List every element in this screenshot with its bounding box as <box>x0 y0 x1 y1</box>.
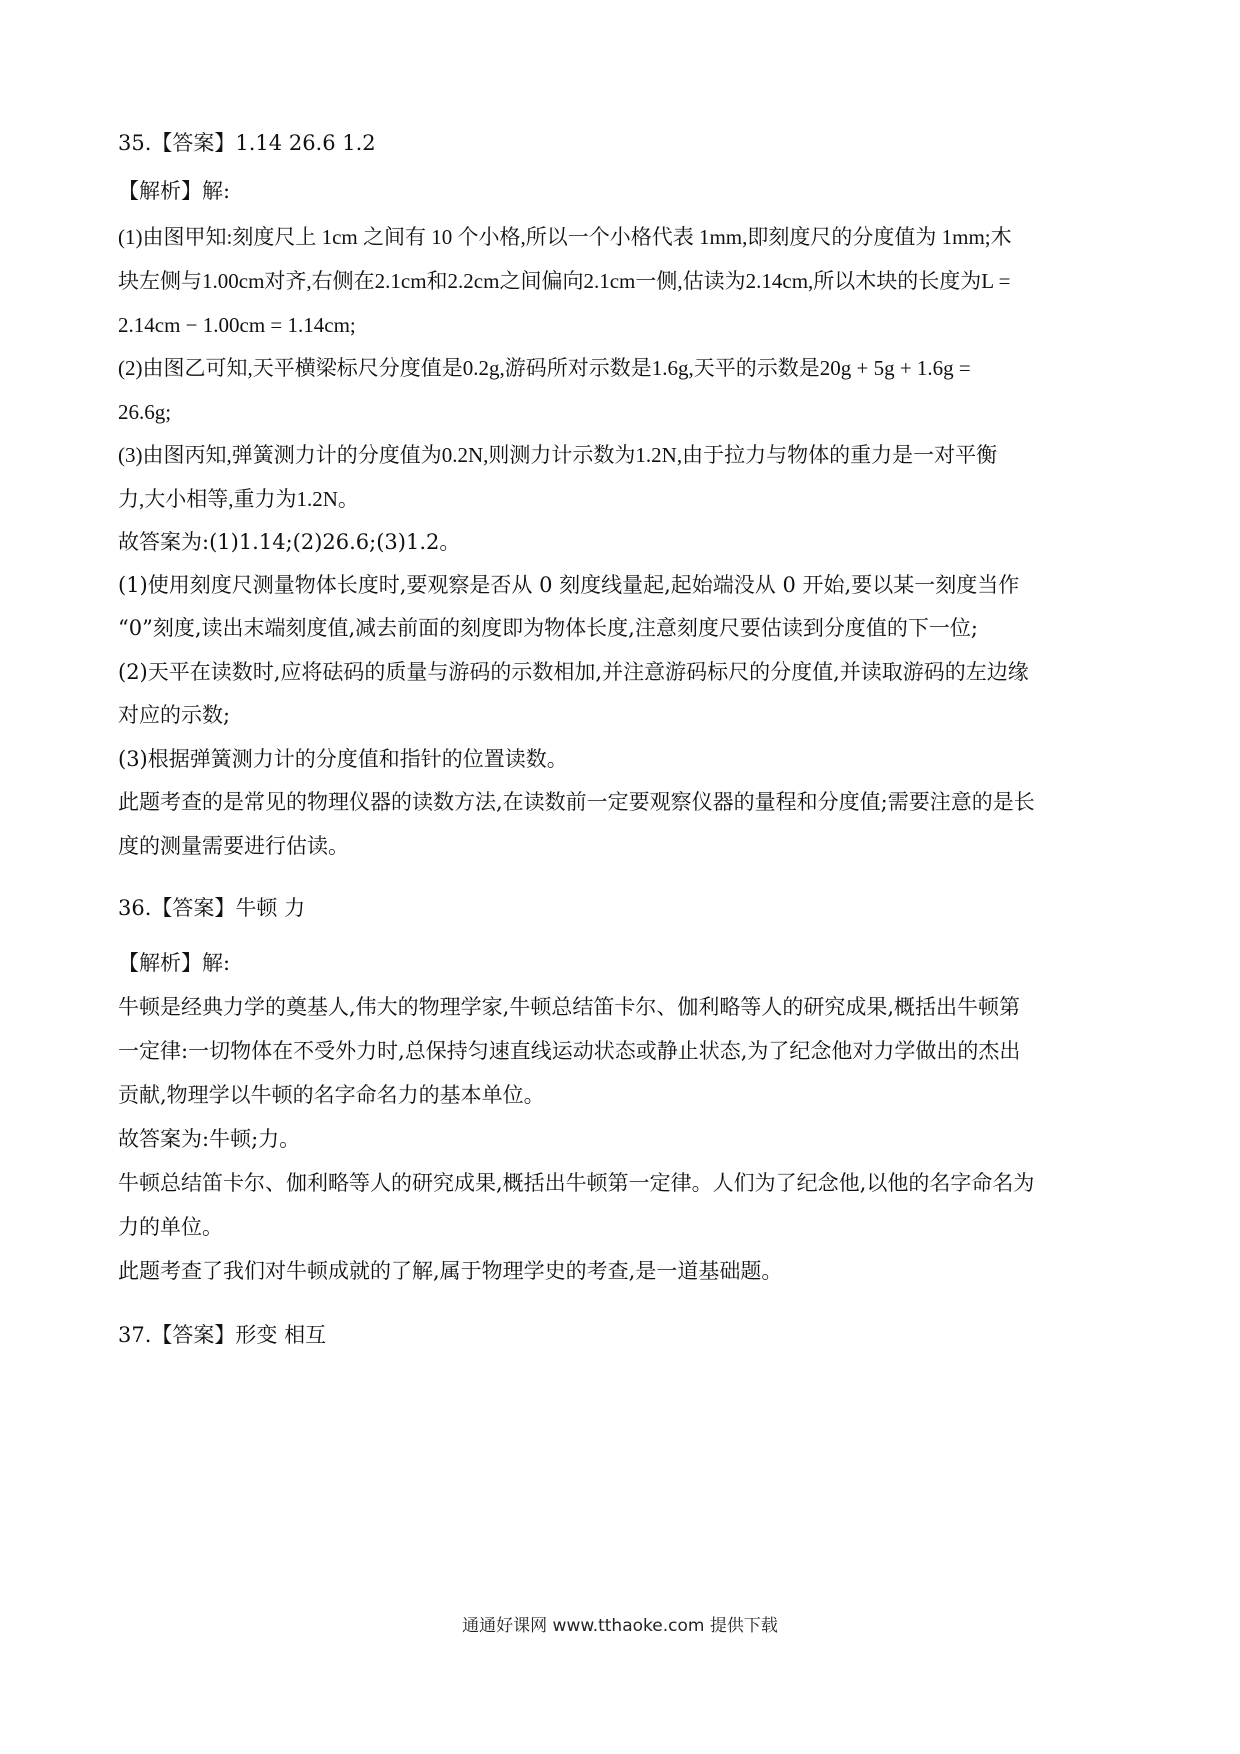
q35-note1-line2: “0”刻度,读出末端刻度值,减去前面的刻度即为物体长度,注意刻度尺要估读到分度值的下一位; <box>118 616 978 640</box>
q36-part1-line2: 一定律:一切物体在不受外力时,总保持匀速直线运动状态或静止状态,为了纪念他对力学做出的杰出 <box>118 1039 1021 1063</box>
q35-conclusion-line1: 此题考查的是常见的物理仪器的读数方法,在读数前一定要观察仪器的量程和分度值;需要注意的是长 <box>118 790 1035 814</box>
q35-part1-line1: (1)由图甲知:刻度尺上 1cm 之间有 10 个小格,所以一个小格代表 1mm,即刻度尺的分度值为 1mm;木 <box>118 225 1012 249</box>
q35-answer: 35.【答案】1.14 26.6 1.2 <box>118 131 376 155</box>
q35-conclusion-line2: 度的测量需要进行估读。 <box>118 834 349 858</box>
q35-note1-line1: (1)使用刻度尺测量物体长度时,要观察是否从 0 刻度线量起,起始端没从 0 开始,要以某一刻度当作 <box>118 573 1020 597</box>
q35-summary: 故答案为:(1)1.14;(2)26.6;(3)1.2。 <box>118 530 461 554</box>
q36-part1-line1: 牛顿是经典力学的奠基人,伟大的物理学家,牛顿总结笛卡尔、伽利略等人的研究成果,概括出牛顿第 <box>118 995 1021 1019</box>
q35-note2-line1: (2)天平在读数时,应将砝码的质量与游码的示数相加,并注意游码标尺的分度值,并读取游码的左边缘 <box>118 660 1029 684</box>
q37-answer: 37.【答案】形变 相互 <box>118 1323 327 1347</box>
q35-note2-line2: 对应的示数; <box>118 703 231 727</box>
q35-analysis-label: 【解析】解: <box>118 179 231 203</box>
q35-part2-line2: 26.6g; <box>118 400 172 424</box>
q35-note3-line1: (3)根据弹簧测力计的分度值和指针的位置读数。 <box>118 747 568 771</box>
q36-summary: 故答案为:牛顿;力。 <box>118 1127 301 1151</box>
q36-analysis-label: 【解析】解: <box>118 951 231 975</box>
q35-part1-line2: 块左侧与1.00cm对齐,右侧在2.1cm和2.2cm之间偏向2.1cm一侧,估读为2.14cm,所以木块的长度为L = <box>118 269 1011 293</box>
q36-answer: 36.【答案】牛顿 力 <box>118 896 306 920</box>
q35-part1-line3: 2.14cm − 1.00cm = 1.14cm; <box>118 313 356 337</box>
q35-part3-line1: (3)由图丙知,弹簧测力计的分度值为0.2N,则测力计示数为1.2N,由于拉力与物体的重力是一对平衡 <box>118 443 998 467</box>
q36-conclusion-line1: 此题考查了我们对牛顿成就的了解,属于物理学史的考查,是一道基础题。 <box>118 1259 783 1283</box>
page-footer: 通通好课网 www.tthaoke.com 提供下载 <box>462 1616 778 1636</box>
q36-part1-line3: 贡献,物理学以牛顿的名字命名力的基本单位。 <box>118 1083 545 1107</box>
q36-note1-line1: 牛顿总结笛卡尔、伽利略等人的研究成果,概括出牛顿第一定律。人们为了纪念他,以他的名字命名为 <box>118 1171 1035 1195</box>
q36-note1-line2: 力的单位。 <box>118 1215 223 1239</box>
q35-part2-line1: (2)由图乙可知,天平横梁标尺分度值是0.2g,游码所对示数是1.6g,天平的示数是20g + 5g + 1.6g = <box>118 356 971 380</box>
q35-part3-line2: 力,大小相等,重力为1.2N。 <box>118 487 359 511</box>
